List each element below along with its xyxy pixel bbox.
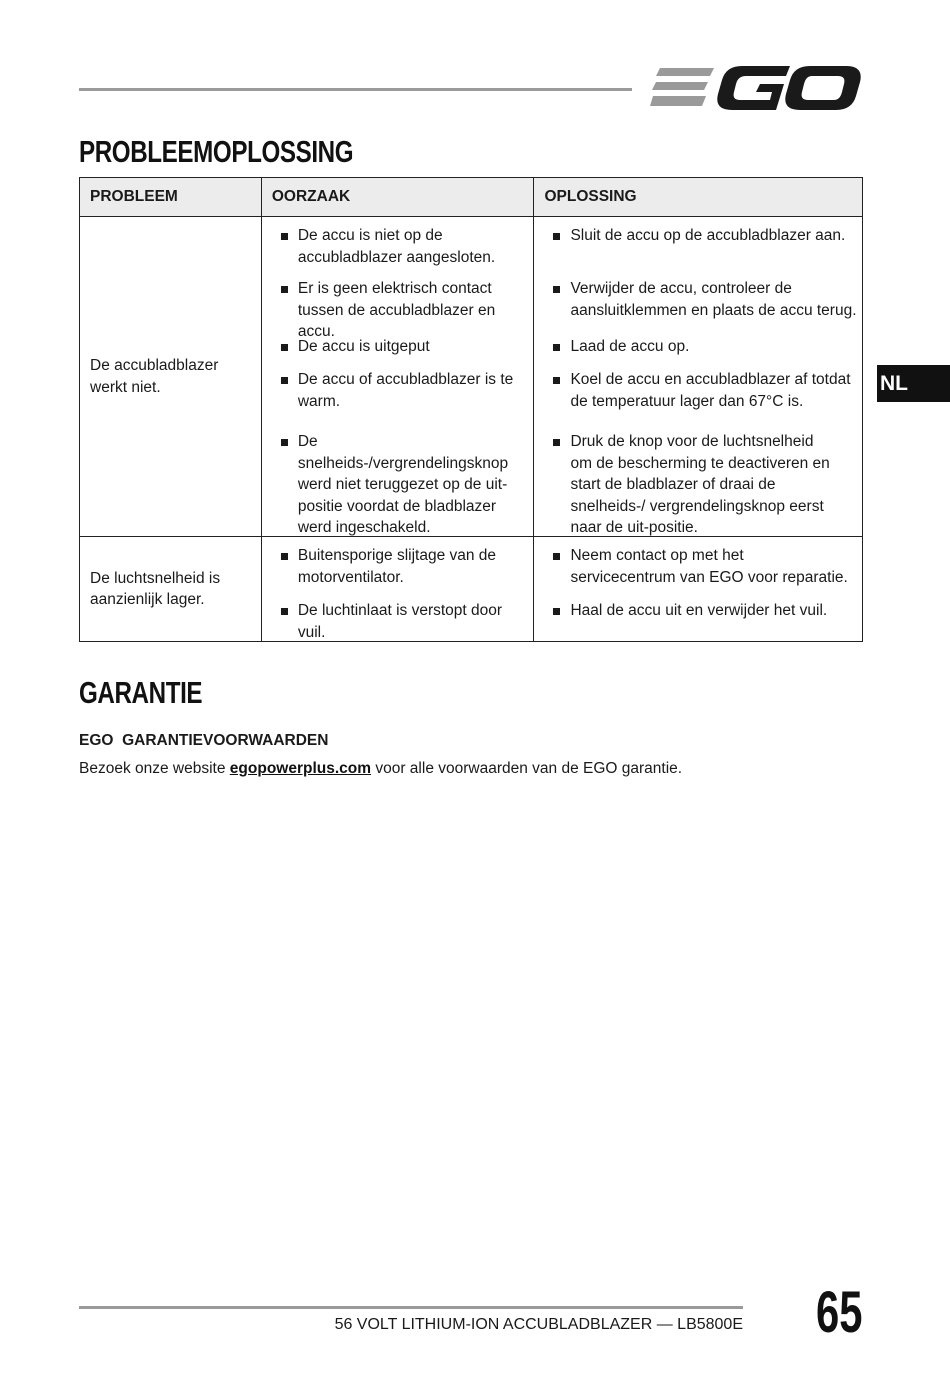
warranty-paragraph	[79, 760, 682, 778]
bullet-icon	[281, 439, 288, 446]
cause-cell: De accu is niet op de accubladblazer aangesloten. Er is geen elektrisch contact tussen de accubladblazer en accu. De accu is uitgeput De accu of accubladblazer is te warm. De snelheids-/vergrendelingsknop werd niet teruggezet op de uit-positie voordat de bladblazer werd ingeschakeld.	[261, 217, 534, 537]
cause-cell: Buitensporige slijtage van de motorventilator. De luchtinlaat is verstopt door vuil.	[261, 537, 534, 642]
page-number: 65	[816, 1280, 863, 1345]
header-solution: OPLOSSING	[534, 178, 863, 217]
warranty-subtitle: EGO GARANTIEVOORWAARDEN	[79, 732, 329, 749]
problem-cell: De accubladblazer werkt niet.	[80, 217, 262, 537]
ego-logo	[650, 62, 862, 114]
bullet-icon	[281, 377, 288, 384]
bullet-icon	[281, 553, 288, 560]
bullet-icon	[553, 344, 560, 351]
solution-cell: Sluit de accu op de accubladblazer aan. Verwijder de accu, controleer de aansluitklemmen en plaats de accu terug. Laad de accu op. Koel de accu en accubladblazer af totdat de temperatuur lager dan 67°C is. Druk de knop voor de luchtsnelheid om de bescherming te deactiveren en start de bladblazer of draai de snelheids-/ vergrendelingsknop eerst naar de uit-positie.	[534, 217, 863, 537]
bullet-icon	[553, 286, 560, 293]
warranty-text-before: Bezoek onze website	[79, 760, 230, 777]
header-problem: PROBLEEM	[80, 178, 262, 217]
bullet-icon	[281, 344, 288, 351]
table-header-row	[80, 178, 863, 217]
bullet-icon	[553, 233, 560, 240]
warranty-website-link[interactable]: egopowerplus.com	[229, 760, 372, 777]
bullet-icon	[281, 608, 288, 615]
problem-cell: De luchtsnelheid is aanzienlijk lager.	[80, 537, 262, 642]
troubleshooting-title: PROBLEEMOPLOSSING	[79, 134, 354, 169]
bullet-icon	[553, 377, 560, 384]
table-row	[80, 217, 863, 537]
bullet-icon	[553, 608, 560, 615]
header-rule	[79, 88, 632, 91]
footer-rule	[79, 1306, 743, 1309]
bullet-icon	[553, 553, 560, 560]
bullet-icon	[553, 439, 560, 446]
bullet-icon	[281, 286, 288, 293]
warranty-title: GARANTIE	[79, 675, 203, 710]
footer-product-title: 56 VOLT LITHIUM-ION ACCUBLADBLAZER — LB5800E	[334, 1316, 743, 1333]
troubleshooting-table	[79, 177, 863, 642]
solution-cell: Neem contact op met het servicecentrum van EGO voor reparatie. Haal de accu uit en verwijder het vuil.	[534, 537, 863, 642]
bullet-icon	[281, 233, 288, 240]
warranty-text-after: voor alle voorwaarden van de EGO garantie.	[371, 760, 683, 777]
language-tab: NL	[877, 365, 950, 402]
table-row	[80, 537, 863, 642]
header-cause: OORZAAK	[261, 178, 534, 217]
